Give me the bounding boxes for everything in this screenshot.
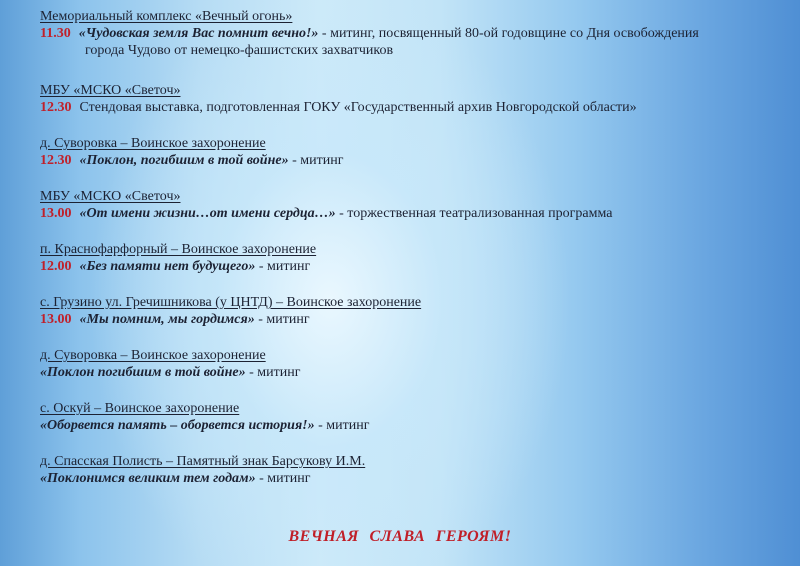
event-place: д. Суворовка – Воинское захоронение [40, 348, 266, 363]
event-time: 13.00 [40, 312, 72, 327]
event-desc: - митинг [254, 312, 310, 327]
event-line [40, 470, 365, 487]
event-place: с. Оскуй – Воинское захоронение [40, 401, 240, 416]
event-line [40, 99, 637, 116]
event-block-memorial [40, 8, 699, 59]
event-title: «Мы помним, мы гордимся» [79, 312, 255, 327]
event-line [40, 364, 300, 381]
event-title: «Поклон погибшим в той войне» [40, 365, 246, 380]
event-desc: - митинг [314, 418, 370, 433]
event-line [40, 258, 316, 275]
event-title: «Поклон, погибшим в той войне» [79, 153, 289, 168]
event-block-oskuy [40, 400, 369, 434]
event-block-gruzino [40, 294, 421, 328]
footer-slogan: ВЕЧНАЯ СЛАВА ГЕРОЯМ! [288, 528, 512, 545]
event-time: 11.30 [40, 26, 71, 41]
event-desc: - митинг [255, 471, 311, 486]
event-place: с. Грузино ул. Гречишникова (у ЦНТД) – Воинское захоронение [40, 295, 422, 310]
event-title: «Оборвется память – оборвется история!» [40, 418, 315, 433]
event-place: д. Спасская Полисть – Памятный знак Барсукову И.М. [40, 454, 366, 469]
event-title: «Чудовская земля Вас помнит вечно!» [78, 26, 319, 41]
event-block-suvorovka-2 [40, 347, 300, 381]
event-desc: - митинг, посвященный 80-ой годовщине со Дня освобождения [318, 26, 699, 41]
event-line [40, 205, 612, 222]
event-block-svetoch-program [40, 188, 612, 222]
event-place: МБУ «МСКО «Светоч» [40, 189, 181, 204]
event-block-suvorovka-1 [40, 135, 343, 169]
event-place: Мемориальный комплекс «Вечный огонь» [40, 9, 293, 24]
event-title: «Поклонимся великим тем годам» [40, 471, 256, 486]
event-place: д. Суворовка – Воинское захоронение [40, 136, 266, 151]
event-line [40, 417, 369, 434]
event-time: 12.30 [40, 100, 72, 115]
event-block-spasskaya-polist [40, 453, 365, 487]
event-desc: Стендовая выставка, подготовленная ГОКУ «Государственный архив Новгородской области» [79, 100, 637, 115]
event-place: п. Краснофарфорный – Воинское захоронение [40, 242, 317, 257]
event-time: 12.00 [40, 259, 72, 274]
event-time: 12.30 [40, 153, 72, 168]
event-title: «От имени жизни…от имени сердца…» [79, 206, 336, 221]
event-place: МБУ «МСКО «Светоч» [40, 83, 181, 98]
event-desc: - торжественная театрализованная программа [335, 206, 613, 221]
event-line [40, 311, 421, 328]
event-desc: - митинг [255, 259, 311, 274]
event-block-krasnofarforny [40, 241, 316, 275]
event-desc-continued: города Чудово от немецко-фашистских захватчиков [85, 43, 394, 58]
event-line [40, 152, 343, 169]
event-desc: - митинг [245, 365, 301, 380]
event-block-svetoch-exhibit [40, 82, 637, 116]
event-desc: - митинг [288, 153, 344, 168]
event-title: «Без памяти нет будущего» [79, 259, 256, 274]
event-line [40, 25, 699, 42]
event-time: 13.00 [40, 206, 72, 221]
